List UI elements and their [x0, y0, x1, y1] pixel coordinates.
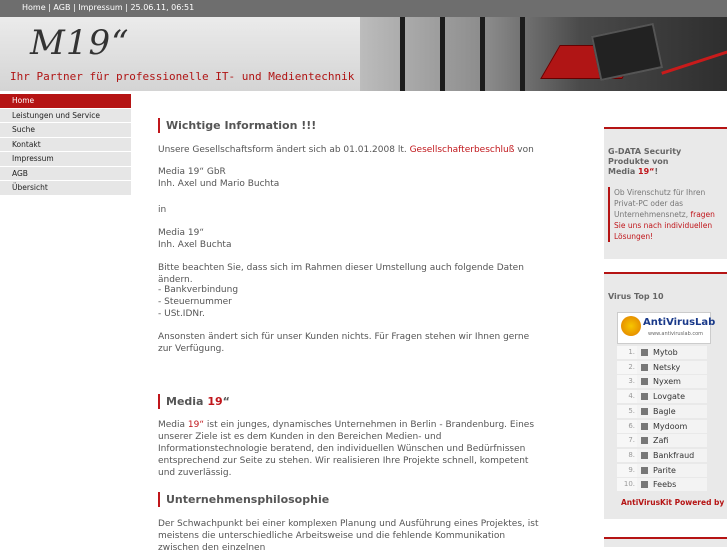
cable — [661, 50, 727, 74]
virus-rank: 5. — [617, 405, 637, 418]
closing-text: Ansonsten ändert sich für unser Kunden nichts. Für Fragen stehen wir Ihnen gerne zur Verfügung. — [158, 332, 530, 354]
separator: | — [70, 3, 79, 12]
text: Unsere Gesellschaftsform ändert sich ab 01.01.2008 lt. — [158, 145, 410, 155]
virus-label: Zafi — [653, 436, 669, 446]
virus-rank: 2. — [617, 361, 637, 374]
virus-name[interactable] — [637, 449, 707, 462]
virus-rank: 1. — [617, 346, 637, 359]
antiviruslab-logo[interactable] — [617, 312, 716, 344]
gdata-box — [604, 127, 727, 259]
virus-rank: 7. — [617, 434, 637, 447]
virus-name[interactable] — [637, 346, 707, 359]
nav-item-uebersicht[interactable]: Übersicht — [0, 181, 131, 196]
gdata-title — [604, 129, 727, 177]
virus-rank: 4. — [617, 390, 637, 403]
virus-name[interactable] — [637, 375, 707, 388]
separator: | — [122, 3, 131, 12]
virus-label: Bagle — [653, 406, 676, 416]
virus-name[interactable] — [637, 361, 707, 374]
virus-bug-icon — [641, 481, 648, 488]
heading-important: Wichtige Information !!! — [158, 118, 316, 133]
gdata-text — [608, 187, 723, 242]
site-logo[interactable]: M19“ — [30, 23, 130, 63]
virus-label: Lovgate — [653, 392, 685, 402]
notice: Bitte beachten Sie, dass sich im Rahmen dieser Umstellung auch folgende Daten ändern. — [158, 263, 524, 285]
virus-row — [617, 464, 707, 478]
virus-row — [617, 346, 707, 360]
list-item: - Bankverbindung — [158, 285, 239, 295]
virus-name[interactable] — [637, 434, 707, 447]
text: Media — [166, 395, 208, 408]
laptop-black — [591, 23, 663, 81]
virus-label: Nyxem — [653, 377, 681, 387]
list-item: - Steuernummer — [158, 297, 232, 307]
text: ist ein junges, dynamisches Unternehmen in Berlin - Brandenburg. Eines unserer Ziele ist es dem Kunden in den Bereichen Medien- und Informationstechnologie beratend, den individuellen Wünschen und Bedürfnissen entsprechend zur Seite zu stehen. Wir realisieren Ihre Projekte schnell, kompetent und zuverlässig. — [158, 420, 535, 478]
heading-philosophie: Unternehmensphilosophie — [158, 492, 329, 507]
text: Ob Virenschutz für Ihren Privat-PC oder das Unternehmensnetz, — [614, 188, 706, 219]
top-link-impressum[interactable]: Impressum — [78, 3, 123, 12]
virus-bug-icon — [641, 452, 648, 459]
top-link-agb[interactable]: AGB — [53, 3, 71, 12]
text: “ — [222, 395, 230, 408]
text: Media — [158, 420, 188, 430]
virus-rank: 10. — [617, 478, 637, 491]
virus-row — [617, 390, 707, 404]
text: Media — [608, 167, 639, 176]
virus-bug-icon — [641, 408, 648, 415]
nav-item-suche[interactable]: Suche — [0, 123, 131, 138]
virus-row — [617, 405, 707, 419]
server-rack — [400, 17, 405, 91]
virus-rank: 9. — [617, 464, 637, 477]
server-rack — [520, 17, 525, 91]
old-name: Media 19“ GbR — [158, 167, 226, 177]
virus-label: Bankfraud — [653, 450, 695, 460]
text: von — [514, 145, 534, 155]
virus-row — [617, 420, 707, 434]
nav-item-agb[interactable]: AGB — [0, 167, 131, 182]
virus-rank: 8. — [617, 449, 637, 462]
virus-bug-icon — [641, 349, 648, 356]
header-photo — [360, 17, 727, 91]
server-rack — [480, 17, 485, 91]
logo-subtext: www.antiviruslab.com — [648, 331, 704, 337]
text-in: in — [158, 205, 167, 215]
top-links — [22, 3, 194, 12]
about-text — [158, 419, 543, 479]
old-owner: Inh. Axel und Mario Buchta — [158, 179, 280, 189]
text-red: 19“ — [187, 420, 205, 430]
virus-bug-icon — [641, 364, 648, 371]
top-bar — [0, 0, 727, 17]
virus-name[interactable] — [637, 478, 707, 491]
virus-row — [617, 434, 707, 448]
virus-row — [617, 449, 707, 463]
virus-row — [617, 361, 707, 375]
virus-title: Virus Top 10 — [608, 292, 664, 301]
nav-item-kontakt[interactable]: Kontakt — [0, 138, 131, 153]
virus-name[interactable] — [637, 405, 707, 418]
virus-bug-icon — [641, 423, 648, 430]
virus-bug-icon — [641, 378, 648, 385]
gdata-link[interactable]: fragen Sie uns nach individuellen Lösungen! — [614, 210, 715, 241]
virus-label: Mydoom — [653, 421, 688, 431]
virus-label: Netsky — [653, 362, 681, 372]
link-gesellschafterbeschluss[interactable]: Gesellschafterbeschluß — [409, 145, 515, 155]
virus-row — [617, 478, 707, 492]
heading-media19 — [158, 394, 230, 409]
text-red: 19 — [207, 395, 223, 408]
virus-bug-icon — [641, 393, 648, 400]
top-link-home[interactable]: Home — [22, 3, 46, 12]
nav-item-leistungen[interactable]: Leistungen und Service — [0, 109, 131, 124]
new-name: Media 19“ — [158, 228, 205, 238]
separator: | — [45, 3, 54, 12]
virus-rank: 6. — [617, 420, 637, 433]
sidebar-nav — [0, 94, 131, 196]
datetime: 25.06.11, 06:51 — [130, 3, 195, 12]
virus-label: Parite — [653, 465, 676, 475]
virus-bug-icon — [641, 467, 648, 474]
new-owner: Inh. Axel Buchta — [158, 240, 232, 250]
header-banner — [0, 17, 727, 91]
virus-label: Mytob — [653, 348, 678, 357]
virus-bug-icon — [641, 437, 648, 444]
text: ! — [654, 167, 659, 176]
philosophy-text: Der Schwachpunkt bei einer komplexen Planung und Ausführung eines Projektes, ist meistens die unterschiedliche Arbeitsweise und die fehlende Kommunikation zwischen den einzelnen — [158, 519, 539, 553]
nav-item-impressum[interactable]: Impressum — [0, 152, 131, 167]
powered-by[interactable]: AntiVirusKit Powered by — [621, 498, 725, 507]
virus-name[interactable] — [637, 420, 707, 433]
list-item: - USt.IDNr. — [158, 309, 205, 319]
text-red: 19“ — [638, 167, 655, 176]
virus-row — [617, 375, 707, 389]
virus-rank: 3. — [617, 375, 637, 388]
nav-item-home[interactable]: Home — [0, 94, 131, 109]
text: G-DATA Security Produkte von — [608, 147, 682, 166]
virus-name[interactable] — [637, 464, 707, 477]
virus-label: Feebs — [653, 480, 677, 490]
virus-logo-icon — [621, 316, 641, 336]
server-rack — [440, 17, 445, 91]
sidebar-bottom-box — [604, 537, 727, 547]
tagline: Ihr Partner für professionelle IT- und Medientechnik — [10, 70, 355, 83]
logo-text: AntiVirusLab — [643, 317, 716, 328]
virus-name[interactable] — [637, 390, 707, 403]
paragraph-form-change — [158, 144, 543, 156]
